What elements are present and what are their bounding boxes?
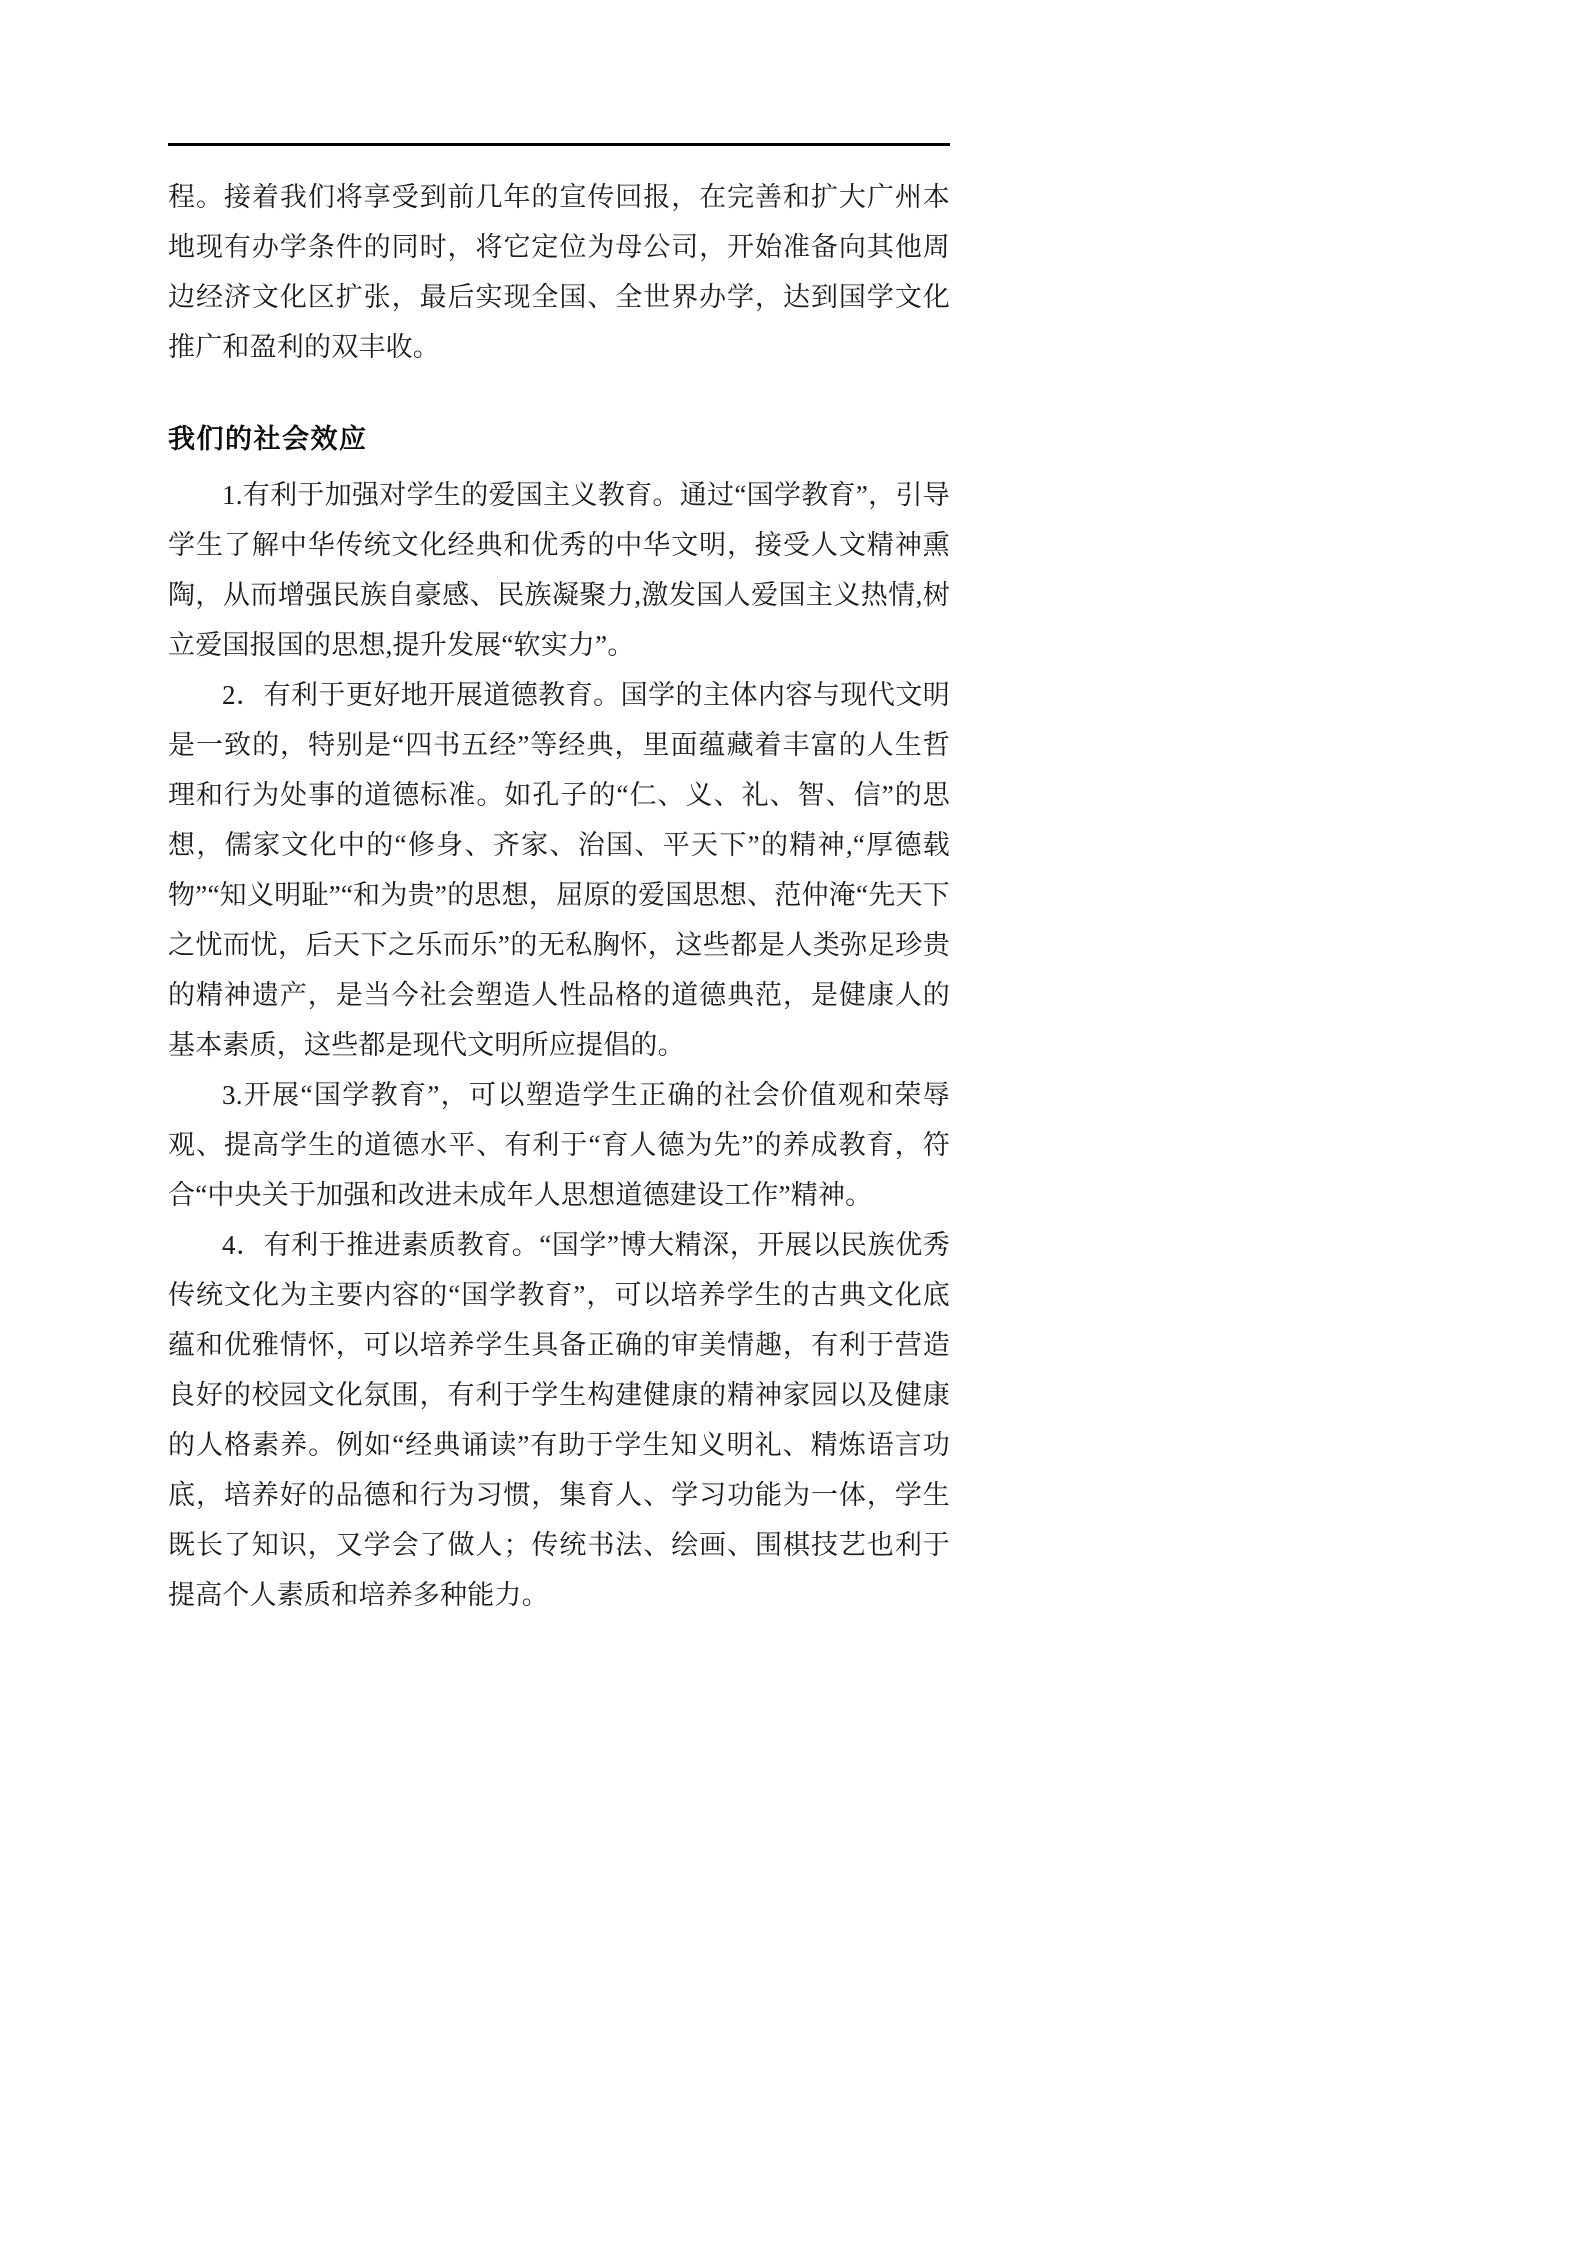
header-rule-divider bbox=[168, 143, 950, 146]
list-item-3: 3.开展“国学教育”，可以塑造学生正确的社会价值观和荣辱观、提高学生的道德水平、有利于“育人德为先”的养成教育，符合“中央关于加强和改进未成年人思想道德建设工作”精神。 bbox=[168, 1080, 950, 1210]
list-item-2: 2．有利于更好地开展道德教育。国学的主体内容与现代文明是一致的，特别是“四书五经”等经典，里面蕴藏着丰富的人生哲理和行为处事的道德标准。如孔子的“仁、义、礼、智、信”的思想，儒家文化中的“修身、齐家、治国、平天下”的精神,“厚德载物”“知义明耻”“和为贵”的思想，屈原的爱国思想、范仲淹“先天下之忧而忧，后天下之乐而乐”的无私胸怀，这些都是人类弥足珍贵的精神遗产，是当今社会塑造人性品格的道德典范，是健康人的基本素质，这些都是现代文明所应提倡的。 bbox=[168, 680, 950, 1060]
section-heading: 我们的社会效应 bbox=[168, 424, 368, 454]
intro-paragraph: 程。接着我们将享受到前几年的宣传回报，在完善和扩大广州本地现有办学条件的同时，将它定位为母公司，开始准备向其他周边经济文化区扩张，最后实现全国、全世界办学，达到国学文化推广和盈利的双丰收。 bbox=[168, 182, 950, 362]
list-item-1: 1.有利于加强对学生的爱国主义教育。通过“国学教育”，引导学生了解中华传统文化经典和优秀的中华文明，接受人文精神熏陶，从而增强民族自豪感、民族凝聚力,激发国人爱国主义热情,树立爱国报国的思想,提升发展“软实力”。 bbox=[168, 480, 950, 660]
list-item-4: 4．有利于推进素质教育。“国学”博大精深，开展以民族优秀传统文化为主要内容的“国学教育”，可以培养学生的古典文化底蕴和优雅情怀，可以培养学生具备正确的审美情趣，有利于营造良好的校园文化氛围，有利于学生构建健康的精神家园以及健康的人格素养。例如“经典诵读”有助于学生知义明礼、精炼语言功底，培养好的品德和行为习惯，集育人、学习功能为一体，学生既长了知识，又学会了做人；传统书法、绘画、围棋技艺也利于提高个人素质和培养多种能力。 bbox=[168, 1230, 950, 1610]
document-body bbox=[168, 172, 950, 1620]
page-content bbox=[168, 0, 950, 1620]
